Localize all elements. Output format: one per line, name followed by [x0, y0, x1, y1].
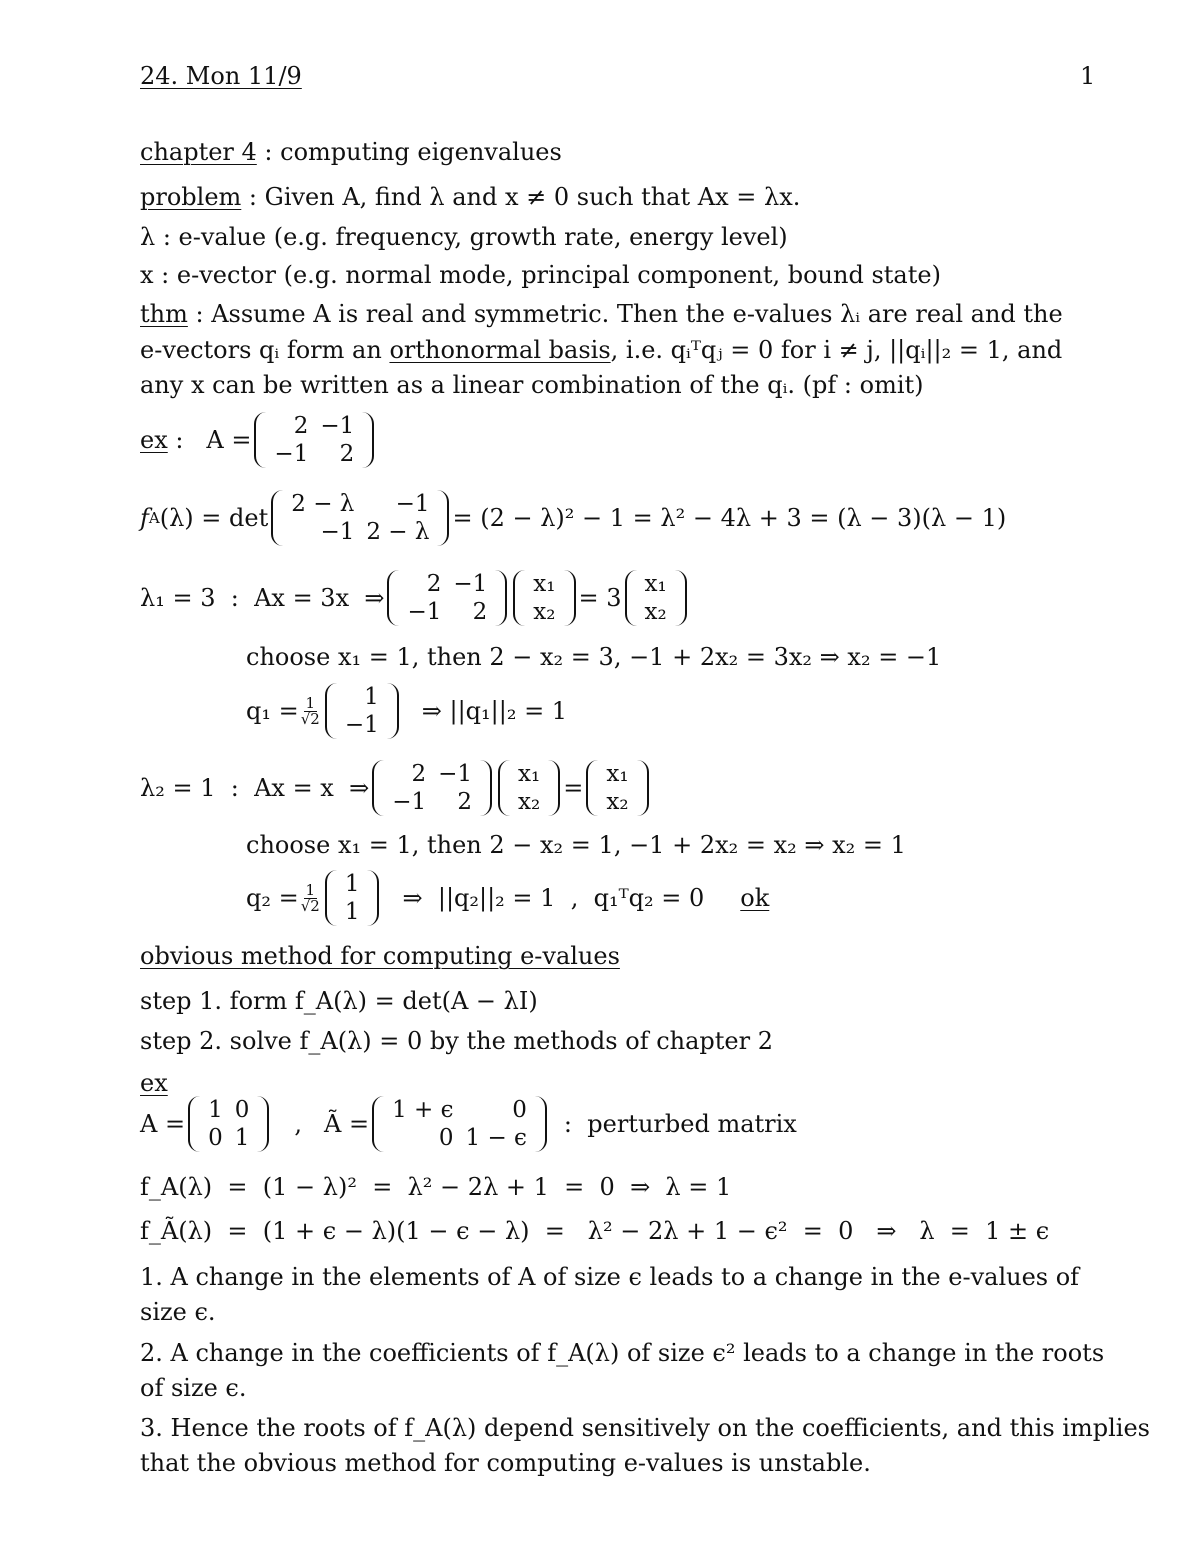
q2-equation: [246, 870, 769, 926]
fatilde-roots: f_Ã(λ) = (1 + ϵ − λ)(1 − ϵ − λ) = λ² − 2λ + 1 − ϵ² = 0 ⇒ λ = 1 ± ϵ: [140, 1217, 1050, 1245]
page-header-title: 24. Mon 11/9: [140, 62, 302, 90]
method-step-1: step 1. form f_A(λ) = det(A − λI): [140, 987, 538, 1015]
matrix-perturbed: 1 + ϵ 0 0 1 − ϵ: [372, 1096, 547, 1152]
q1-vector: 1 −1: [325, 683, 399, 739]
example-2-label: ex: [140, 1069, 168, 1097]
characteristic-polynomial: f A (λ) = det 2 − λ −1 −1 2 − λ = (2 − λ)² − 1 = λ² − 4λ + 3 = (λ − 3)(λ − 1): [140, 491, 1007, 545]
problem-text: : Given A, find λ and x ≠ 0 such that Ax = λx.: [241, 183, 801, 211]
point-3-line-1: 3. Hence the roots of f_A(λ) depend sensitively on the coefficients, and this implies: [140, 1414, 1150, 1442]
problem-label: problem: [140, 183, 242, 211]
lambda1-equation: [140, 570, 690, 626]
lambda1-lhs: λ₁ = 3 : Ax = 3x ⇒: [140, 584, 385, 612]
q2-lhs: q₂ =: [246, 884, 299, 912]
example-1-lhs: : A =: [167, 426, 252, 454]
matrix-a-minus-lambda: 2 − λ −1 −1 2 − λ: [271, 490, 449, 546]
method-step-2: step 2. solve f_A(λ) = 0 by the methods of chapter 2: [140, 1027, 773, 1055]
char-poly-rhs: = (2 − λ)² − 1 = λ² − 4λ + 3 = (λ − 3)(λ − 1): [452, 504, 1007, 532]
perturbed-note: : perturbed matrix: [563, 1110, 797, 1138]
q1-fraction: $\frac{1}{√2}$: [300, 693, 320, 728]
ok-mark: ok: [740, 884, 770, 912]
fa-roots: f_A(λ) = (1 − λ)² = λ² − 2λ + 1 = 0 ⇒ λ = 1: [140, 1173, 732, 1201]
lambda2-lhs: λ₂ = 1 : Ax = x ⇒: [140, 774, 370, 802]
problem-statement: [140, 182, 800, 212]
page-number: 1: [1080, 62, 1096, 90]
definition-lambda: λ : e-value (e.g. frequency, growth rate, energy level): [140, 223, 788, 251]
method-title: obvious method for computing e-values: [140, 942, 620, 970]
definition-x: x : e-vector (e.g. normal mode, principal component, bound state): [140, 261, 941, 289]
perturbed-matrix-line: [140, 1096, 797, 1152]
fa-det: (λ) = det: [159, 504, 269, 532]
lambda2-vector-x: x₁ x₂: [498, 760, 560, 816]
example-1-label: ex: [140, 426, 168, 454]
fa-symbol: f: [140, 504, 149, 532]
point-3-line-2: that the obvious method for computing e-values is unstable.: [140, 1449, 871, 1477]
theorem-label: thm: [140, 300, 188, 328]
chapter-title: computing eigenvalues: [280, 138, 562, 166]
ex2-atilde-lhs: Ã =: [324, 1110, 370, 1138]
lambda2-matrix: 2 −1 −1 2: [372, 760, 492, 816]
lambda2-equation: [140, 760, 652, 816]
chapter-heading: [140, 137, 562, 167]
theorem-text-2a: e-vectors qᵢ form an: [140, 336, 390, 364]
lambda1-vector-x-rhs: x₁ x₂: [625, 570, 687, 626]
matrix-a: 2 −1 −1 2: [254, 412, 374, 468]
theorem-line-2: [140, 335, 1062, 365]
ex2-sep: ,: [294, 1110, 302, 1138]
ex2-a-lhs: A =: [140, 1110, 186, 1138]
lambda1-choose: choose x₁ = 1, then 2 − x₂ = 3, −1 + 2x₂ = 3x₂ ⇒ x₂ = −1: [246, 643, 942, 671]
orthonormal-basis-term: orthonormal basis: [389, 336, 611, 364]
theorem-line-1: [140, 299, 1063, 329]
q2-fraction: $\frac{1}{√2}$: [300, 880, 320, 915]
chapter-label: chapter 4: [140, 138, 257, 166]
point-1-line-1: 1. A change in the elements of A of size ϵ leads to a change in the e-values of: [140, 1263, 1080, 1291]
q1-norm: ⇒ ||q₁||₂ = 1: [421, 697, 568, 725]
point-1-line-2: size ϵ.: [140, 1298, 216, 1326]
theorem-text-2b: , i.e. qᵢᵀqⱼ = 0 for i ≠ j, ||qᵢ||₂ = 1, and: [610, 336, 1063, 364]
lambda2-choose: choose x₁ = 1, then 2 − x₂ = 1, −1 + 2x₂ = x₂ ⇒ x₂ = 1: [246, 831, 906, 859]
point-2-line-2: of size ϵ.: [140, 1374, 247, 1402]
q1-lhs: q₁ =: [246, 697, 299, 725]
lambda1-matrix: 2 −1 −1 2: [387, 570, 507, 626]
matrix-identity: 1 0 0 1: [188, 1096, 269, 1152]
q2-vector: 1 1: [325, 870, 380, 926]
example-1: [140, 412, 377, 468]
chapter-sep: :: [256, 138, 281, 166]
theorem-line-3: any x can be written as a linear combination of the qᵢ. (pf : omit): [140, 371, 924, 399]
q2-norm: ⇒ ||q₂||₂ = 1 , q₁ᵀq₂ = 0: [402, 884, 705, 912]
lambda1-vector-x: x₁ x₂: [513, 570, 575, 626]
q1-equation: [246, 683, 567, 739]
lambda1-eq: = 3: [578, 584, 622, 612]
lambda2-vector-x-rhs: x₁ x₂: [586, 760, 648, 816]
theorem-text-1: : Assume A is real and symmetric. Then the e-values λᵢ are real and the: [187, 300, 1063, 328]
point-2-line-1: 2. A change in the coefficients of f_A(λ) of size ϵ² leads to a change in the roots: [140, 1339, 1105, 1367]
lambda2-eq: =: [563, 774, 584, 802]
